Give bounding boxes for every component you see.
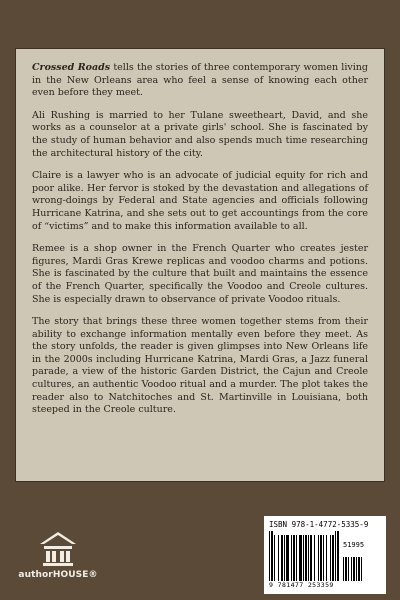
barcode-bar	[345, 557, 347, 581]
barcode-bar	[284, 535, 285, 581]
barcode-bar	[303, 535, 304, 581]
isbn-barcode	[264, 516, 386, 594]
blurb-paragraph-3: Claire is a lawyer who is an advocate of judicial equity for rich and poor alike. Her fervor is stoked by the devastation and allegations of wrong-doings by Federal and State agencies and officials following Hurricane Katrina, and she sets out to get accountings from the core of “victims” and to make this information available to all.	[32, 170, 368, 232]
barcode-bar	[326, 535, 327, 581]
barcode-bar	[358, 557, 360, 581]
barcode-bar	[361, 557, 362, 581]
barcode-bar	[299, 535, 302, 581]
barcode-bar	[278, 535, 279, 581]
barcode-bar	[320, 535, 322, 581]
blurb-panel	[15, 48, 385, 482]
barcode-bar	[274, 535, 275, 581]
barcode-bar	[281, 535, 283, 581]
blurb-paragraph-1	[32, 62, 368, 100]
book-title: Crossed Roads	[32, 62, 111, 73]
barcode-bar	[351, 557, 352, 581]
barcode-bar	[335, 531, 336, 581]
barcode-bar	[323, 535, 324, 581]
barcode-bar	[337, 531, 339, 581]
barcode-bar	[356, 557, 357, 581]
barcode-bar	[296, 535, 297, 581]
barcode-bar	[314, 535, 315, 581]
barcode-bar	[286, 535, 289, 581]
barcode-bar	[293, 535, 295, 581]
isbn-text: ISBN 978-1-4772-5335-9	[269, 520, 369, 529]
price-code: 51995	[343, 541, 365, 549]
price-barcode-bars	[343, 541, 365, 581]
barcode-bar	[305, 535, 307, 581]
barcode-bar	[291, 535, 292, 581]
blurb-paragraph-1-text: tells the stories of three contemporary women living in the New Orleans area who feel a sense of knowing each other even before they meet.	[32, 62, 368, 99]
barcode-number: 9 781477 253359	[269, 581, 334, 589]
publisher-logo	[18, 530, 98, 590]
barcode-bar	[269, 531, 270, 581]
barcode-bar	[271, 531, 273, 581]
barcode-bar	[310, 535, 312, 581]
blurb-paragraph-5: The story that brings these three women together stems from their ability to exchange information mentally even before they meet. As the story unfolds, the reader is given glimpses into New Orleans life in the 2000s including Hurricane Katrina, Mardi Gras, a Jazz funeral parade, a view of the historic Garden District, the Cajun and Creole cultures, an authentic Voodoo ritual and a murder. The plot takes the reader also to Natchitoches and St. Martinville in Louisiana, both steeped in the Creole culture.	[32, 316, 368, 416]
blurb-paragraph-4: Remee is a shop owner in the French Quarter who creates jester figures, Mardi Gras Krewe replicas and voodoo charms and potions. She is fascinated by the culture that built and maintains the essence of the French Quarter, specifically the Voodoo and Creole cultures. She is especially drawn to observance of private Voodoo rituals.	[32, 243, 368, 305]
barcode-bars-row	[269, 531, 381, 581]
house-logo-icon	[38, 530, 78, 568]
barcode-bar	[332, 535, 334, 581]
ean-barcode-bars	[269, 531, 339, 581]
publisher-name: authorHOUSE®	[18, 570, 98, 580]
barcode-bar	[308, 535, 309, 581]
blurb-paragraph-2: Ali Rushing is married to her Tulane sweetheart, David, and she works as a counselor at a private girls' school. She is fascinated by the study of human behavior and also spends much time researching the architectural history of the city.	[32, 109, 368, 159]
barcode-bar	[348, 557, 349, 581]
barcode-bar	[330, 535, 331, 581]
barcode-bar	[353, 557, 355, 581]
barcode-bar	[343, 557, 344, 581]
barcode-bar	[318, 535, 319, 581]
